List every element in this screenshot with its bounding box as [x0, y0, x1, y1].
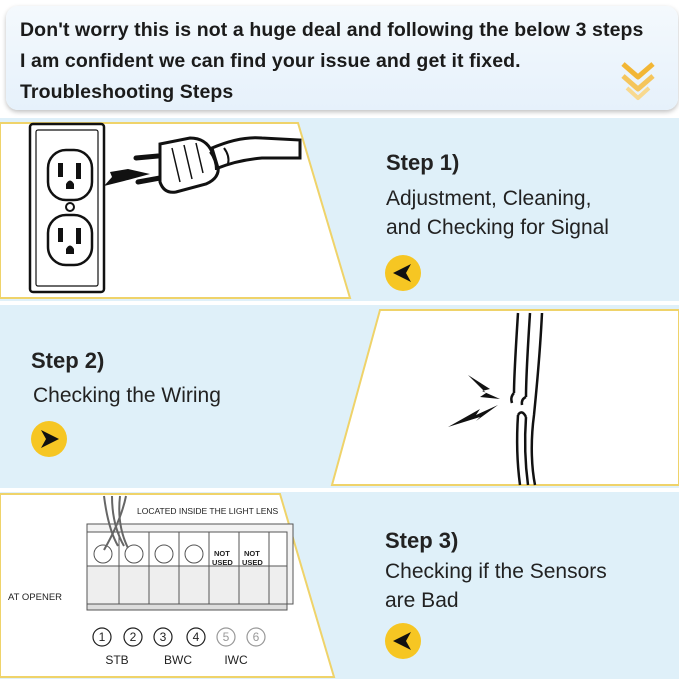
terminal-2: 2: [129, 630, 137, 644]
step3-arrow-left-icon[interactable]: [384, 622, 422, 660]
terminal-block: [87, 524, 293, 610]
diagram-top-label: LOCATED INSIDE THE LIGHT LENS: [137, 506, 279, 516]
group-bwc: BWC: [164, 653, 192, 667]
step1-title: Step 1): [386, 150, 460, 175]
chevron-down-icon: [619, 60, 657, 104]
terminal-3: 3: [159, 630, 167, 644]
intro-line-2: I am confident we can find your issue and get it fixed.: [20, 50, 521, 72]
terminal-6: 6: [252, 630, 260, 644]
group-stb: STB: [105, 653, 129, 667]
step2-description: Checking the Wiring: [33, 384, 221, 407]
step2-arrow-right-icon[interactable]: [30, 420, 68, 458]
intro-line-1: Don't worry this is not a huge deal and following the below 3 steps: [20, 19, 644, 41]
at-opener-label: AT OPENER: [8, 592, 63, 603]
terminal-4: 4: [192, 630, 200, 644]
terminal-5: 5: [222, 630, 230, 644]
step3-description-line2: are Bad: [385, 589, 459, 612]
section-title: Troubleshooting Steps: [20, 81, 234, 103]
terminal-wiring-diagram: [0, 492, 340, 679]
group-iwc: IWC: [224, 653, 248, 667]
step2-title: Step 2): [31, 348, 105, 373]
step1-description-line2: and Checking for Signal: [386, 216, 609, 239]
step1-arrow-left-icon[interactable]: [384, 254, 422, 292]
not-used-label-5a: NOT: [214, 549, 230, 558]
wall-outlet: [30, 124, 104, 292]
not-used-label-6a: NOT: [244, 549, 260, 558]
outlet-plug-illustration: [0, 118, 360, 301]
broken-wire-illustration: [330, 305, 679, 488]
step3-description-line1: Checking if the Sensors: [385, 560, 607, 583]
terminal-1: 1: [98, 630, 106, 644]
not-used-label-6b: USED: [242, 558, 263, 567]
not-used-label-5b: USED: [212, 558, 233, 567]
step3-title: Step 3): [385, 528, 459, 553]
intro-header: [6, 6, 678, 110]
step1-description-line1: Adjustment, Cleaning,: [386, 187, 592, 210]
